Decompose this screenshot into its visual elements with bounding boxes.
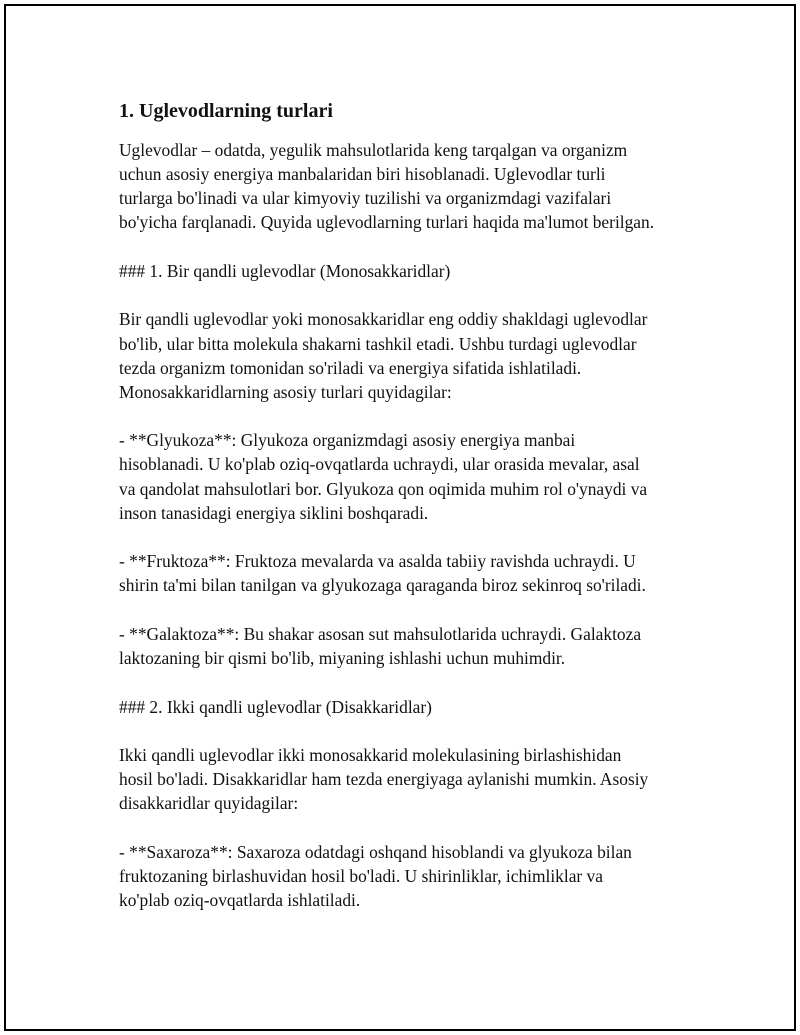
section-heading-monosaccharides: ### 1. Bir qandli uglevodlar (Monosakkaridlar): [119, 260, 451, 281]
list-item-galactose: - **Galaktoza**: Bu shakar asosan sut mahsulotlarida uchraydi. Galaktoza laktozaning bir qismi bo'lib, miyaning ishlashi uchun muhimdir.: [119, 623, 642, 668]
page-border: [4, 4, 796, 1031]
document-title: 1. Uglevodlarning turlari: [119, 100, 333, 122]
intro-paragraph: Uglevodlar – odatda, yegulik mahsulotlarida keng tarqalgan va organizm uchun asosiy energiya manbalaridan biri hisoblanadi. Uglevodlar turli turlarga bo'linadi va ular kimyoviy tuzilishi va organizmdagi vazifalari bo'yicha farqlanadi. Quyida uglevodlarning turlari haqida ma'lumot berilgan.: [119, 140, 655, 233]
document-body: [119, 98, 699, 912]
monosaccharides-paragraph: Bir qandli uglevodlar yoki monosakkaridlar eng oddiy shakldagi uglevodlar bo'lib, ular bitta molekula shakarni tashkil etadi. Ushbu turdagi uglevodlar tezda organizm tomonidan so'riladi va energiya sifatida ishlatiladi. Monosakkaridlarning asosiy turlari quyidagilar:: [119, 309, 648, 402]
section-heading-disaccharides: ### 2. Ikki qandli uglevodlar (Disakkaridlar): [119, 696, 432, 717]
disaccharides-paragraph: Ikki qandli uglevodlar ikki monosakkarid molekulasining birlashishidan hosil bo'ladi. Disakkaridlar ham tezda energiyaga aylanishi mumkin. Asosiy disakkaridlar quyidagilar:: [119, 745, 649, 814]
list-item-sucrose: - **Saxaroza**: Saxaroza odatdagi oshqand hisoblandi va glyukoza bilan fruktozaning birlashuvidan hosil bo'ladi. U shirinliklar, ichimliklar va ko'plab oziq-ovqatlarda ishlatiladi.: [119, 841, 632, 911]
list-item-glucose: - **Glyukoza**: Glyukoza organizmdagi asosiy energiya manbai hisoblanadi. U ko'plab oziq-ovqatlarda uchraydi, ular orasida mevalar, asal va qandolat mahsulotlari bor. Glyukoza qon oqimida muhim rol o'ynaydi va inson tanasidagi energiya siklini boshqaradi.: [119, 430, 648, 523]
list-item-fructose: - **Fruktoza**: Fruktoza mevalarda va asalda tabiiy ravishda uchraydi. U shirin ta'mi bilan tanilgan va glyukozaga qaraganda biroz sekinroq so'riladi.: [119, 551, 646, 596]
